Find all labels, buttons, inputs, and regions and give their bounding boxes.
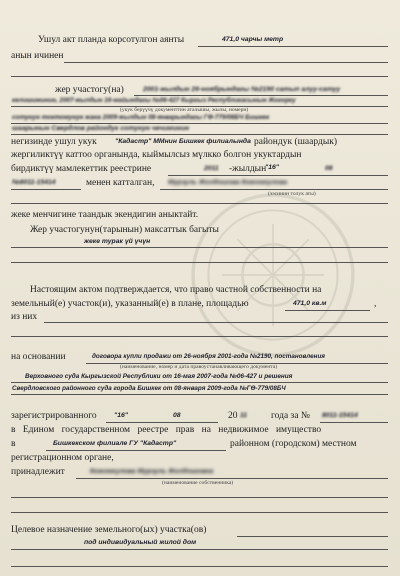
date-underline bbox=[168, 175, 388, 176]
registry-text: жергиликтүү каттоо органында, кыймылсыз мүлкко болгон укуктардын bbox=[11, 150, 302, 160]
blank-line bbox=[11, 76, 388, 77]
year-suffix: -жылдын bbox=[229, 164, 267, 174]
ownership-text: жеке менчигине таандык экендигин аныктайт. bbox=[11, 210, 199, 220]
year-fill: 2011 bbox=[204, 165, 219, 172]
blank-line bbox=[11, 262, 388, 263]
basis-fill-1: 2001-жылдын 26-ноябрындагы №2190 сатып алуу-сатуу bbox=[143, 86, 341, 93]
of-which-underline bbox=[64, 62, 388, 63]
of-them-underline bbox=[44, 322, 388, 323]
purpose-label: Жер участогунун(тарынын) максаттык багыты bbox=[30, 225, 219, 235]
plot-area-underline bbox=[285, 310, 370, 311]
blank-line bbox=[11, 203, 388, 204]
reg-day-fill: "16" bbox=[114, 412, 129, 419]
area-underline bbox=[198, 46, 388, 47]
owner-caption: (ээсинин толук аты) bbox=[268, 191, 316, 197]
basis-fill-3: сотунун токтомунун жана 2009-жылдын 08-январындагы ГӨ-779/08БЧ Бишкек bbox=[12, 114, 270, 121]
supreme-court-fill: Верховного суда Кыргызской Республики от 16-мая 2007-года №06-427 и решения bbox=[25, 373, 293, 380]
district-text: райондук (шаардык) bbox=[254, 137, 337, 147]
registered-ru-text: зарегистрированного bbox=[11, 411, 97, 421]
district-court-fill: Свердловского районного суда города Бишкек от 08-января 2009-года №ГӨ-779/08БЧ bbox=[12, 385, 286, 392]
on-basis-label: на основании bbox=[11, 352, 66, 362]
belongs-label: принадлежит bbox=[11, 467, 65, 477]
owner-name-fill: Мурзуль Жолдошова Кожомкулова bbox=[168, 179, 288, 186]
area-label: Ушул акт планда корсотулгон аянты bbox=[38, 35, 185, 45]
purpose-ru-label: Целевое назначение земельного(ых) участка(ов) bbox=[11, 525, 207, 535]
document-caption: (наименование, номер и дата правоустанавливающего документа) bbox=[120, 364, 278, 370]
century-text: 20 bbox=[228, 411, 238, 421]
basis-caption: (укук берүүчү документтин аталышы, жылы, номери) bbox=[120, 107, 249, 113]
number-underline bbox=[11, 189, 81, 190]
unified-registry-text: бирдиктүү мамлекеттик реестрине bbox=[11, 164, 152, 174]
plot-area-comma: , bbox=[374, 299, 377, 309]
basis-fill-4: шаарынын Свердлов райондук сотунун чечиминин bbox=[12, 125, 190, 132]
confirm-text: Настоящим актом подтверждается, что право частной собственности на bbox=[30, 285, 322, 295]
reg-date-underline bbox=[106, 422, 218, 423]
purpose-underline bbox=[11, 247, 388, 248]
blank-line bbox=[11, 134, 388, 135]
blank-line bbox=[11, 336, 388, 337]
reg-year-fill: 11 bbox=[240, 412, 248, 419]
purpose-ru-fill: под индивидуальный жилой дом bbox=[84, 539, 197, 546]
registration-number-fill: №8011-15414 bbox=[12, 179, 56, 186]
blank-line bbox=[11, 497, 388, 498]
reg-number-fill: 8011-15414 bbox=[322, 412, 358, 419]
day-fill: "16" bbox=[265, 164, 280, 171]
reg-number-underline bbox=[320, 422, 388, 423]
blank-line bbox=[11, 394, 388, 395]
basis-text: негизинде ушул укук bbox=[11, 137, 97, 147]
unified-registry-ru-text: в Едином государственном реестре прав на недвижимое имущество bbox=[11, 425, 322, 435]
land-plot-label: жер участогу(на) bbox=[55, 85, 124, 95]
purpose-fill: жеке турак үй үчүн bbox=[84, 238, 151, 245]
of-them-label: из них bbox=[11, 312, 38, 322]
registration-office-fill: "Кадастр" ММнин Бишкек филиалында bbox=[115, 138, 251, 145]
blank-line bbox=[11, 566, 388, 567]
on-basis-fill: договора купли продажи от 26-ноября 2001-года №2190, постановления bbox=[92, 353, 325, 360]
blank-line bbox=[11, 382, 388, 383]
plot-area-fill: 471,0 кв.м bbox=[293, 300, 327, 307]
registration-body-text: регистрационном органе, bbox=[11, 453, 114, 463]
year-number-text: года за № bbox=[271, 411, 310, 421]
office-ru-fill: Бишкекском филиале ГУ "Кадастр" bbox=[53, 440, 177, 447]
owner-ru-fill: Кожомкулова Мурзуль Жолдошовна bbox=[90, 468, 214, 475]
in-label: в bbox=[11, 439, 16, 449]
blank-line bbox=[11, 512, 388, 513]
office-underline bbox=[46, 450, 226, 451]
plot-area-text: земельный(е) участок(и), указанный(е) в плане, площадью bbox=[11, 299, 249, 309]
month-fill: 08 bbox=[325, 165, 333, 172]
registered-text: менен катталган, bbox=[86, 178, 155, 188]
owner-ru-caption: (наименование собственника) bbox=[162, 480, 234, 486]
area-value: 471,0 чарчы метр bbox=[222, 36, 284, 43]
state-seal-watermark-icon bbox=[188, 190, 358, 360]
reg-month-fill: 08 bbox=[173, 412, 181, 419]
blank-line bbox=[11, 549, 388, 550]
of-which-label: анын ичинен bbox=[11, 51, 64, 61]
local-office-text: районном (городском) местном bbox=[230, 439, 357, 449]
basis-fill-2: келишиминин, 2007-жылдын 16-майындагы №06-427 Кыргыз Республикасынын Жогорку bbox=[12, 97, 296, 104]
purpose-ru-underline bbox=[237, 536, 388, 537]
